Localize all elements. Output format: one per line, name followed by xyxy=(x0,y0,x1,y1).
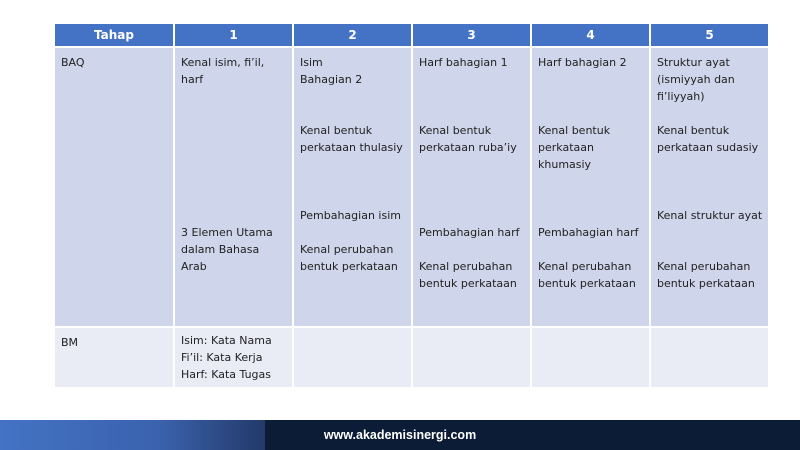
cell-baq-stage-1 xyxy=(175,48,292,326)
cell-baq-stage-3 xyxy=(413,48,530,326)
curriculum-table xyxy=(53,22,770,389)
baq-stage-4-part-a: Harf bahagian 2 xyxy=(538,56,627,69)
baq-stage-2-part-a: Isim Bahagian 2 xyxy=(300,56,363,86)
header-stage-5: 5 xyxy=(651,24,768,46)
baq-stage-3-part-d: Kenal perubahan bentuk perkataan xyxy=(419,260,517,290)
cell-baq-stage-4 xyxy=(532,48,649,326)
table-row-baq xyxy=(55,48,768,326)
baq-stage-3-part-c: Pembahagian harf xyxy=(419,226,520,239)
website-link[interactable]: www.akademisinergi.com xyxy=(323,428,477,442)
baq-stage-1-bottom: 3 Elemen Utama dalam Bahasa Arab xyxy=(181,226,273,273)
cell-baq-stage-5 xyxy=(651,48,768,326)
baq-stage-2-part-d: Kenal perubahan bentuk perkataan xyxy=(300,243,398,273)
baq-stage-3-part-a: Harf bahagian 1 xyxy=(419,56,508,69)
baq-stage-2-part-c: Pembahagian isim xyxy=(300,209,401,222)
cell-baq-stage-2 xyxy=(294,48,411,326)
baq-stage-3-part-b: Kenal bentuk perkataan ruba’iy xyxy=(419,124,517,154)
cell-bm-stage-5 xyxy=(651,328,768,387)
cell-bm-stage-3 xyxy=(413,328,530,387)
baq-stage-4-part-b: Kenal bentuk perkataan khumasiy xyxy=(538,124,611,171)
baq-stage-2-part-b: Kenal bentuk perkataan thulasiy xyxy=(300,124,403,154)
cell-bm-stage-4 xyxy=(532,328,649,387)
footer-bar xyxy=(0,420,800,450)
baq-stage-5-part-a: Struktur ayat (ismiyyah dan fi’liyyah) xyxy=(657,56,735,103)
table-row-bm xyxy=(55,328,768,387)
header-stage-4: 4 xyxy=(532,24,649,46)
table-header-row xyxy=(55,24,768,46)
baq-stage-5-part-d: Kenal perubahan bentuk perkataan xyxy=(657,260,755,290)
row-label-bm: BM xyxy=(55,328,173,387)
header-stage-1: 1 xyxy=(175,24,292,46)
baq-stage-5-part-b: Kenal bentuk perkataan sudasiy xyxy=(657,124,759,154)
baq-stage-4-part-c: Pembahagian harf xyxy=(538,226,639,239)
header-stage-3: 3 xyxy=(413,24,530,46)
header-tahap: Tahap xyxy=(55,24,173,46)
cell-bm-stage-2 xyxy=(294,328,411,387)
baq-stage-5-part-c: Kenal struktur ayat xyxy=(657,209,763,222)
header-stage-2: 2 xyxy=(294,24,411,46)
baq-stage-4-part-d: Kenal perubahan bentuk perkataan xyxy=(538,260,636,290)
row-label-baq: BAQ xyxy=(55,48,173,326)
cell-bm-stage-1: Isim: Kata Nama Fi’il: Kata Kerja Harf: Kata Tugas xyxy=(175,328,292,387)
baq-stage-1-top: Kenal isim, fi’il, harf xyxy=(181,56,265,86)
